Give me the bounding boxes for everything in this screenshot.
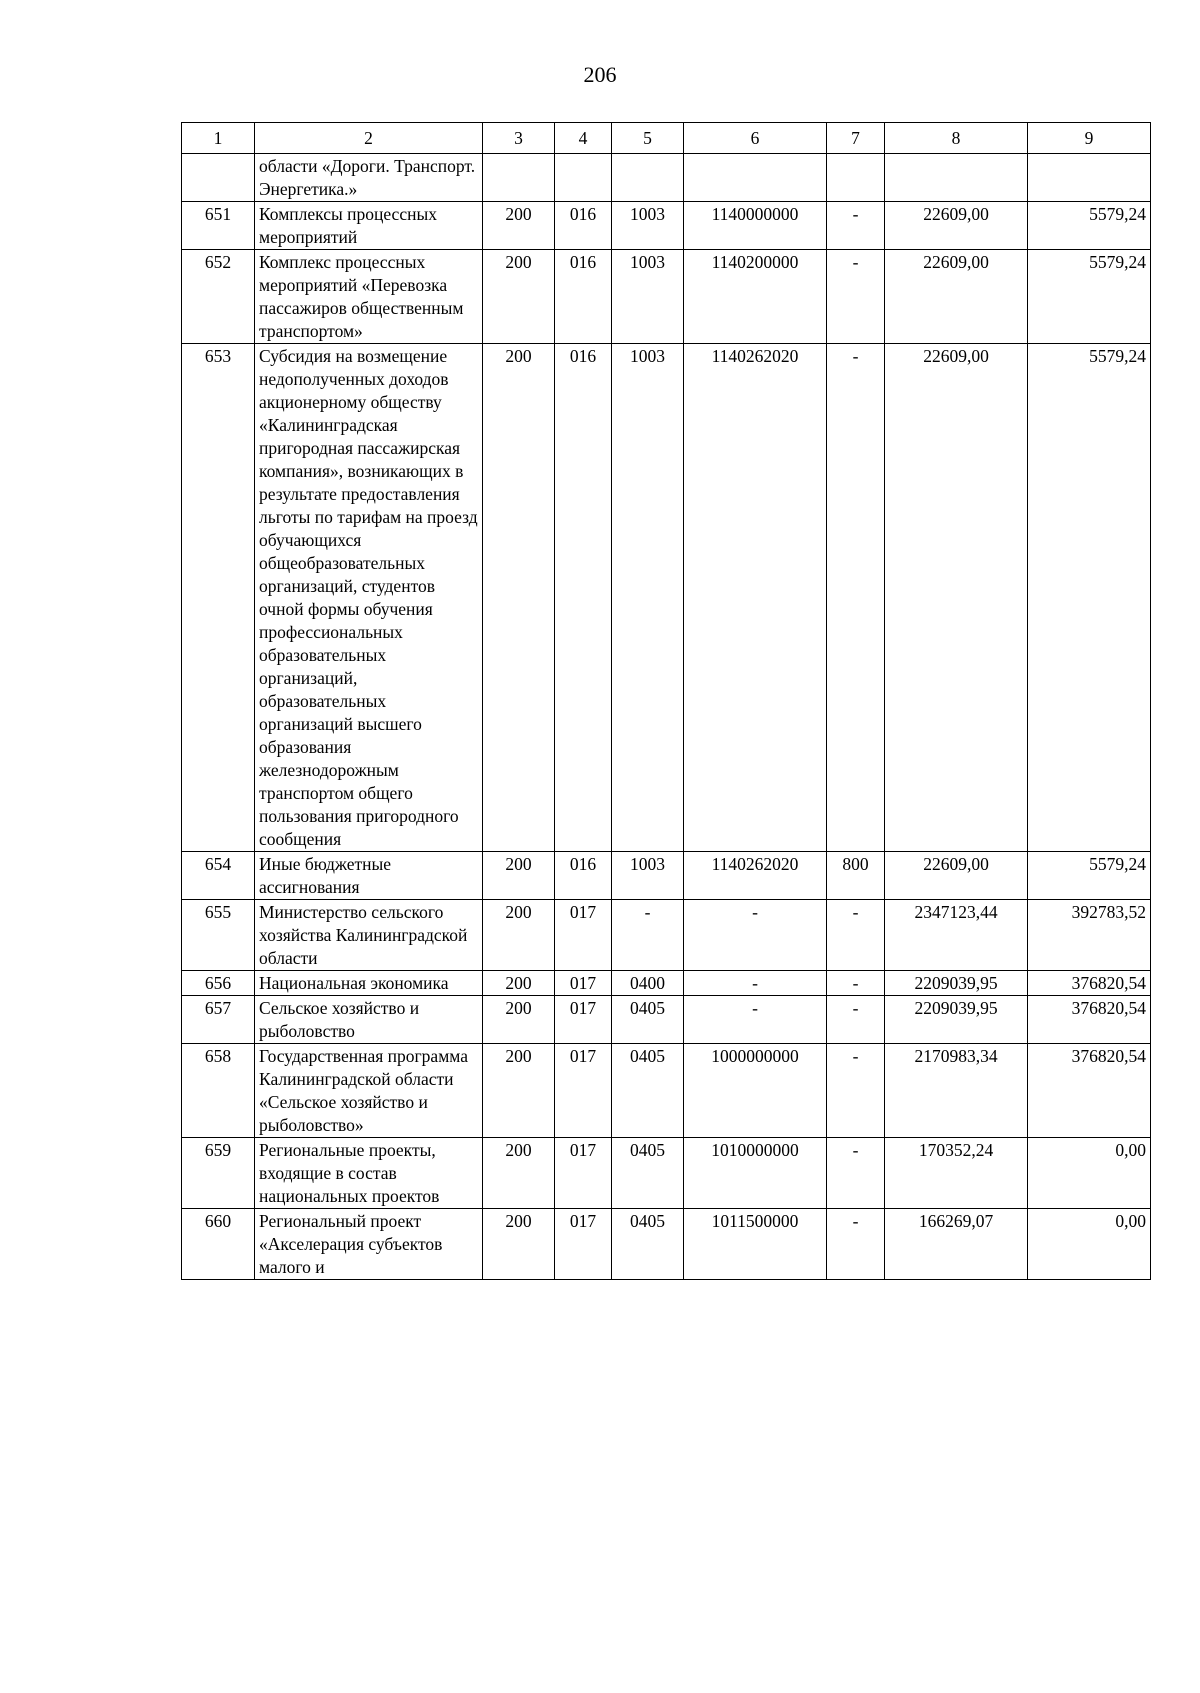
amount-executed: 376820,54 [1028,971,1151,996]
column-header: 1 [182,123,255,154]
code-target: 1140262020 [684,852,827,900]
code-admin: 200 [483,1044,555,1138]
item-name: Государственная программа Калининградской области «Сельское хозяйство и рыболовство» [255,1044,483,1138]
column-header: 9 [1028,123,1151,154]
code-ministry: 016 [555,344,612,852]
item-name: Национальная экономика [255,971,483,996]
row-number: 654 [182,852,255,900]
code-admin: 200 [483,344,555,852]
column-header: 2 [255,123,483,154]
code-target: - [684,900,827,971]
code-ministry: 017 [555,1138,612,1209]
table-row [182,971,1151,996]
item-name: Иные бюджетные ассигнования [255,852,483,900]
code-section: 0405 [612,996,684,1044]
code-target [684,154,827,202]
table-row [182,202,1151,250]
row-number: 655 [182,900,255,971]
amount-total: 22609,00 [885,202,1028,250]
table-body [182,154,1151,1280]
row-number: 651 [182,202,255,250]
code-section: 1003 [612,344,684,852]
budget-table [181,122,1151,1280]
code-ministry: 017 [555,971,612,996]
code-target: 1000000000 [684,1044,827,1138]
amount-executed: 5579,24 [1028,852,1151,900]
code-ministry: 017 [555,996,612,1044]
code-section: 0405 [612,1044,684,1138]
amount-total: 2170983,34 [885,1044,1028,1138]
code-admin: 200 [483,971,555,996]
code-expense-type: 800 [827,852,885,900]
amount-total: 2209039,95 [885,971,1028,996]
code-section: 1003 [612,202,684,250]
page-number: 206 [583,62,617,87]
table-row [182,900,1151,971]
code-section: 1003 [612,250,684,344]
amount-total: 166269,07 [885,1209,1028,1280]
row-number: 660 [182,1209,255,1280]
code-expense-type: - [827,971,885,996]
amount-total: 2209039,95 [885,996,1028,1044]
row-number [182,154,255,202]
code-ministry [555,154,612,202]
amount-executed: 376820,54 [1028,996,1151,1044]
row-number: 652 [182,250,255,344]
code-expense-type: - [827,250,885,344]
code-expense-type: - [827,1138,885,1209]
code-admin: 200 [483,900,555,971]
code-admin: 200 [483,202,555,250]
amount-total: 22609,00 [885,250,1028,344]
table-row [182,344,1151,852]
code-admin [483,154,555,202]
amount-executed: 5579,24 [1028,344,1151,852]
code-admin: 200 [483,1138,555,1209]
code-expense-type: - [827,996,885,1044]
code-expense-type [827,154,885,202]
code-section [612,154,684,202]
code-ministry: 016 [555,250,612,344]
amount-total: 22609,00 [885,852,1028,900]
table-row [182,1138,1151,1209]
item-name: Субсидия на возмещение недополученных доходов акционерному обществу «Калининградская пригородная пассажирская компания», возникающих в результате предоставления льготы по тарифам на проезд обучающихся общеобразовательных организаций, студентов очной формы обучения профессиональных образовательных организаций, образовательных организаций высшего образования железнодорожным транспортом общего пользования пригородного сообщения [255,344,483,852]
item-name: области «Дороги. Транспорт. Энергетика.» [255,154,483,202]
item-name: Сельское хозяйство и рыболовство [255,996,483,1044]
code-admin: 200 [483,996,555,1044]
item-name: Региональные проекты, входящие в состав национальных проектов [255,1138,483,1209]
amount-executed: 5579,24 [1028,250,1151,344]
row-number: 656 [182,971,255,996]
code-admin: 200 [483,250,555,344]
code-target: 1140262020 [684,344,827,852]
code-section: 0405 [612,1209,684,1280]
row-number: 659 [182,1138,255,1209]
code-ministry: 016 [555,202,612,250]
amount-total: 22609,00 [885,344,1028,852]
code-target: 1010000000 [684,1138,827,1209]
item-name: Комплексы процессных мероприятий [255,202,483,250]
code-ministry: 017 [555,1209,612,1280]
amount-executed: 0,00 [1028,1138,1151,1209]
code-ministry: 016 [555,852,612,900]
row-number: 657 [182,996,255,1044]
amount-executed [1028,154,1151,202]
column-header: 6 [684,123,827,154]
code-target: 1140000000 [684,202,827,250]
table-header-row [182,123,1151,154]
table-row [182,250,1151,344]
code-expense-type: - [827,1044,885,1138]
amount-total: 170352,24 [885,1138,1028,1209]
item-name: Комплекс процессных мероприятий «Перевозка пассажиров общественным транспортом» [255,250,483,344]
table-row [182,852,1151,900]
column-header: 7 [827,123,885,154]
amount-executed: 5579,24 [1028,202,1151,250]
column-header: 5 [612,123,684,154]
code-target: - [684,996,827,1044]
code-expense-type: - [827,1209,885,1280]
amount-executed: 392783,52 [1028,900,1151,971]
amount-executed: 0,00 [1028,1209,1151,1280]
amount-total: 2347123,44 [885,900,1028,971]
column-header: 4 [555,123,612,154]
column-header: 3 [483,123,555,154]
code-expense-type: - [827,344,885,852]
amount-total [885,154,1028,202]
code-admin: 200 [483,852,555,900]
column-header: 8 [885,123,1028,154]
table-row [182,1044,1151,1138]
code-expense-type: - [827,900,885,971]
code-ministry: 017 [555,1044,612,1138]
table-row [182,1209,1151,1280]
code-section: 0405 [612,1138,684,1209]
item-name: Министерство сельского хозяйства Калининградской области [255,900,483,971]
code-ministry: 017 [555,900,612,971]
code-target: 1140200000 [684,250,827,344]
code-target: - [684,971,827,996]
amount-executed: 376820,54 [1028,1044,1151,1138]
code-section: 0400 [612,971,684,996]
row-number: 653 [182,344,255,852]
code-section: - [612,900,684,971]
table-row [182,996,1151,1044]
table-row [182,154,1151,202]
code-target: 1011500000 [684,1209,827,1280]
item-name: Региональный проект «Акселерация субъектов малого и [255,1209,483,1280]
row-number: 658 [182,1044,255,1138]
code-admin: 200 [483,1209,555,1280]
code-section: 1003 [612,852,684,900]
code-expense-type: - [827,202,885,250]
